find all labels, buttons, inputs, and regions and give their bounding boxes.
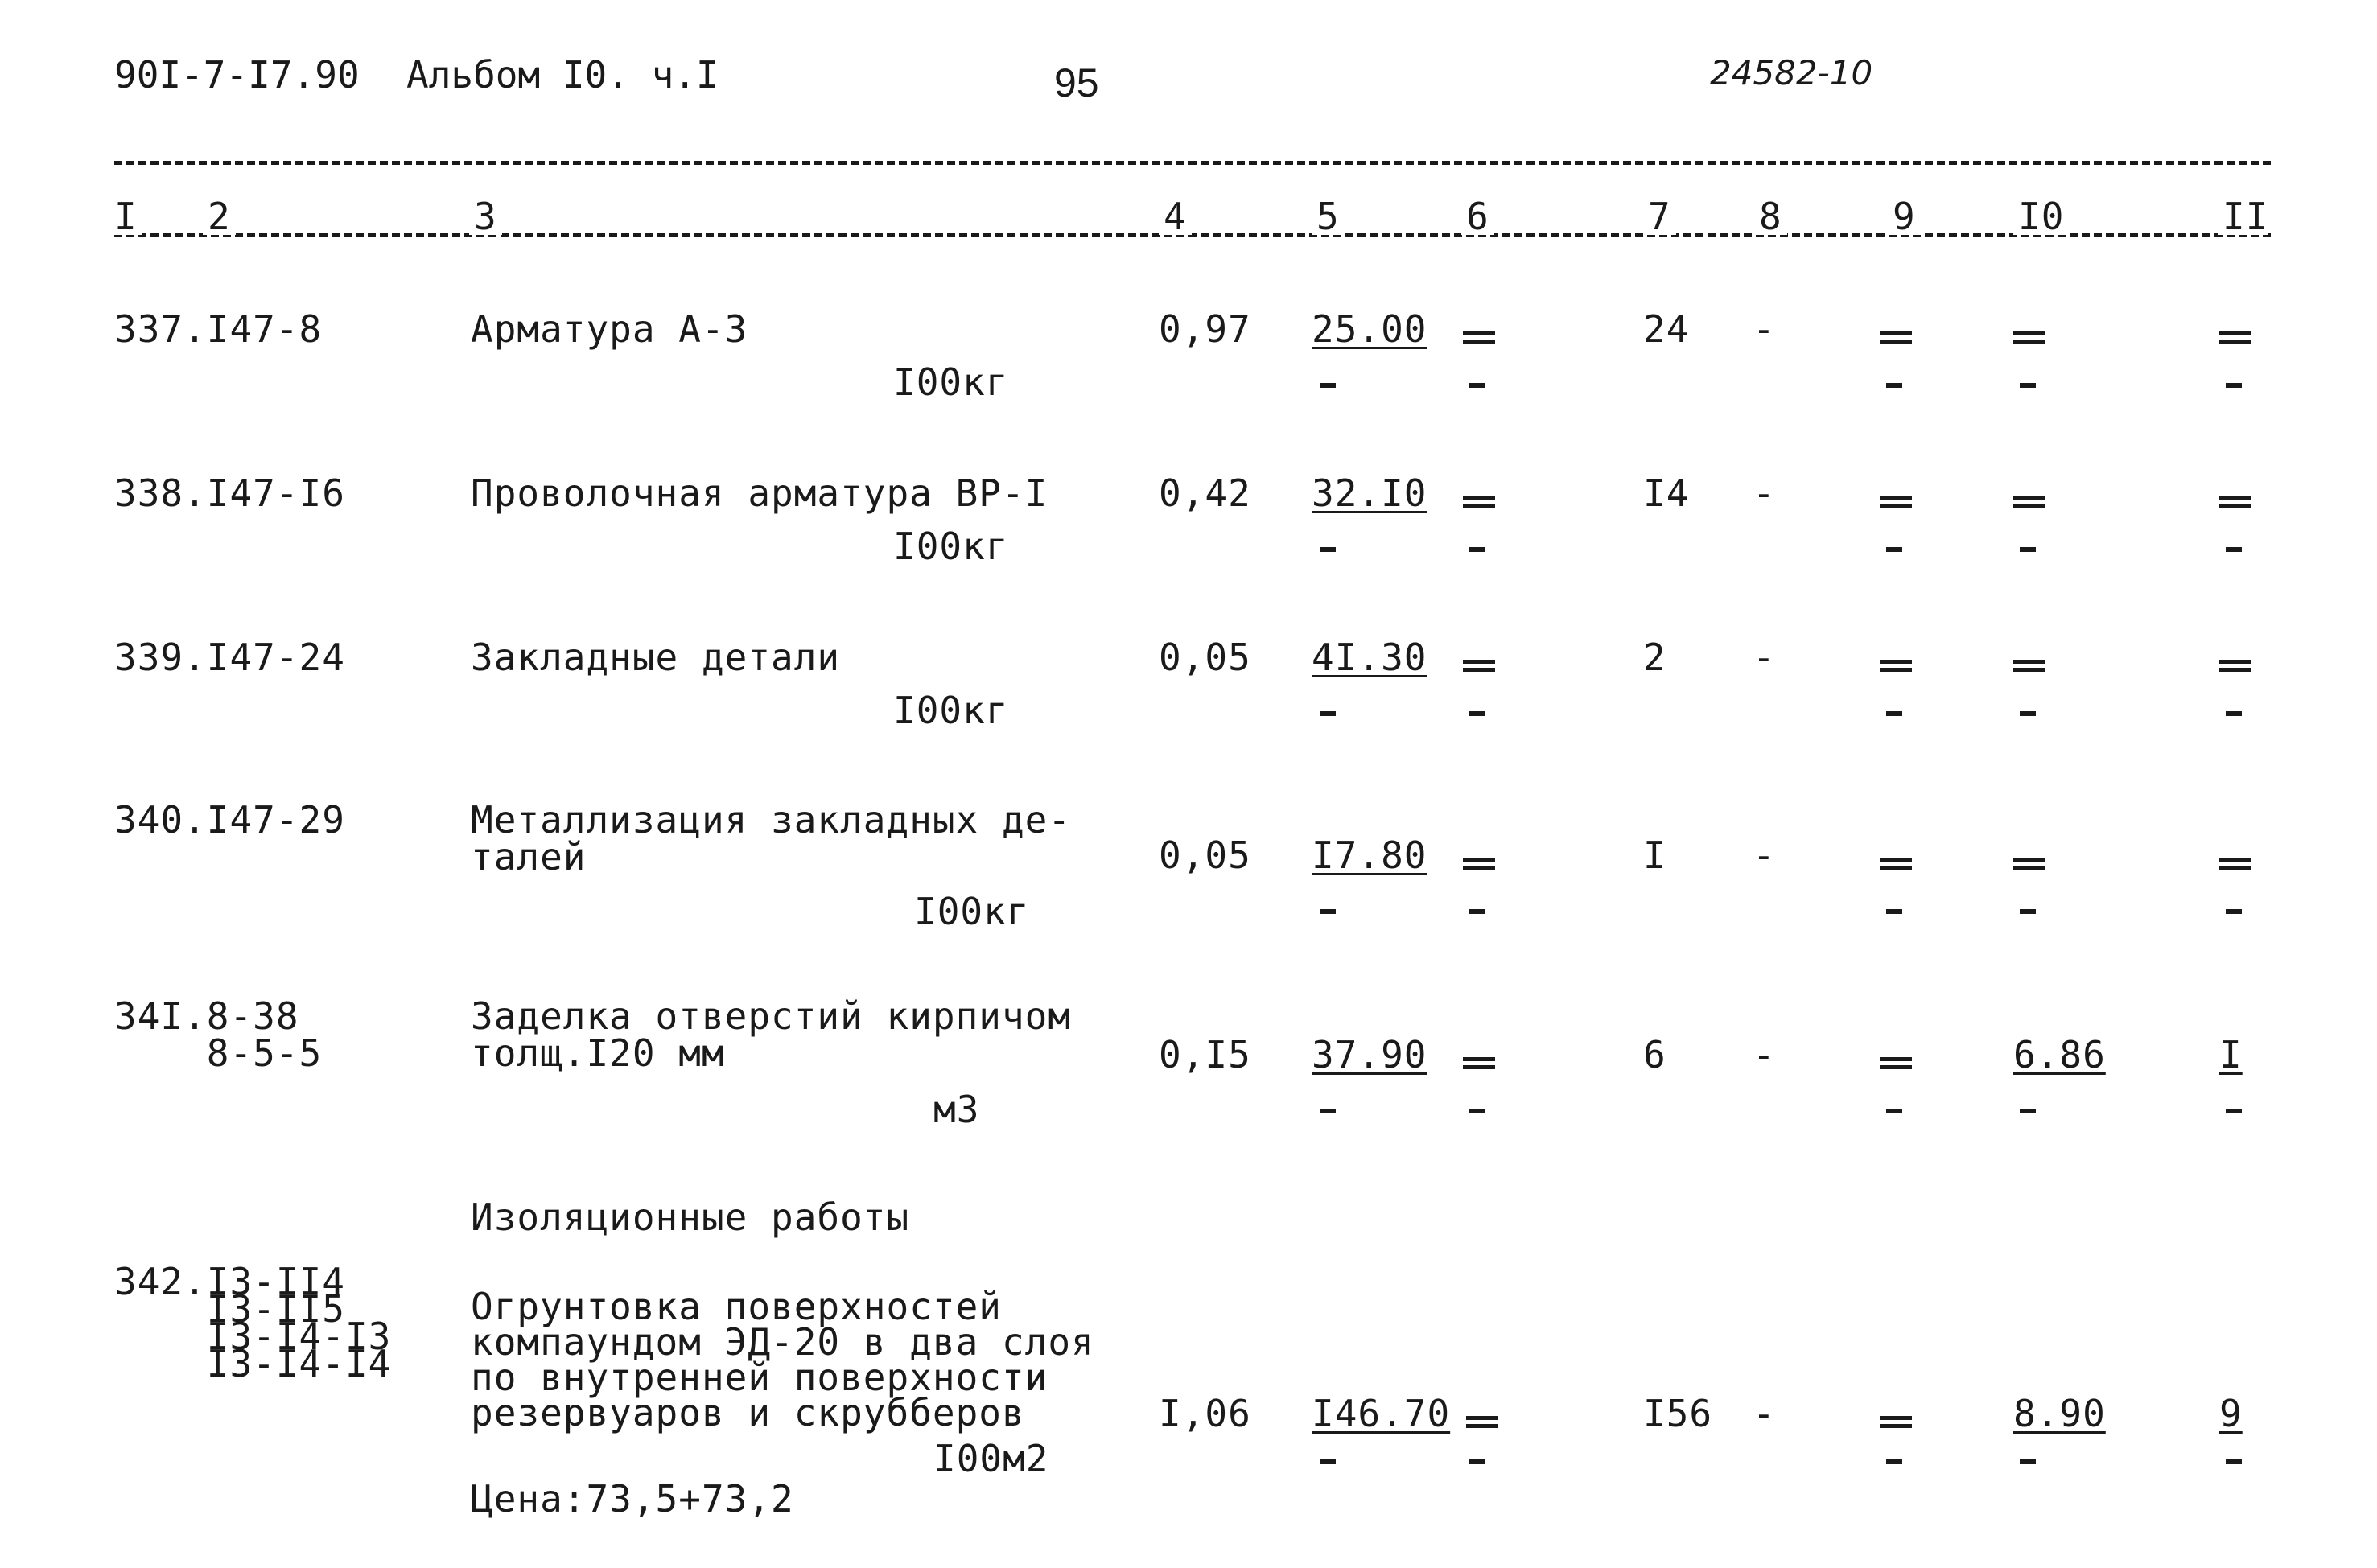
dash-mark	[1320, 1459, 1336, 1464]
row-col4: 0,05	[1159, 636, 1251, 679]
dash-mark	[2020, 711, 2036, 716]
row-code: 337.I47-8	[114, 307, 323, 351]
dash-mark	[1320, 383, 1336, 388]
column-numbers-rule	[114, 233, 2271, 237]
dash-mark	[1886, 383, 1902, 388]
album-label: Альбом I0. ч.I	[406, 53, 719, 97]
column-number: 4	[1159, 198, 1192, 235]
row-name: Металлизация закладных де- талей	[471, 798, 1072, 879]
row-col4: I,06	[1159, 1392, 1251, 1435]
row-code: 338.I47-I6	[114, 471, 345, 515]
row-col11: I	[2219, 1033, 2243, 1076]
ditto-mark	[1466, 1416, 1498, 1429]
dash-mark	[1320, 909, 1336, 914]
dash-mark	[1320, 711, 1336, 716]
column-number: 5	[1312, 198, 1345, 235]
row-col7: I4	[1643, 471, 1690, 515]
row-col4: 0,I5	[1159, 1033, 1251, 1076]
row-col8: -	[1753, 471, 1776, 515]
ditto-mark	[1463, 331, 1495, 344]
row-col10: 8.90	[2013, 1392, 2106, 1435]
row-col7: 2	[1643, 636, 1666, 679]
ditto-mark	[1880, 331, 1912, 344]
ditto-mark	[2013, 496, 2045, 508]
dash-mark	[1886, 1459, 1902, 1464]
dash-mark	[1886, 1109, 1902, 1113]
price-note: Цена:73,5+73,2	[471, 1477, 794, 1521]
column-number: 2	[203, 198, 236, 235]
row-col8: -	[1753, 636, 1776, 679]
ditto-mark	[2013, 660, 2045, 673]
row-col7: I56	[1643, 1392, 1713, 1435]
ditto-mark	[1463, 858, 1495, 870]
column-number: 8	[1754, 198, 1787, 235]
ditto-mark	[2219, 660, 2251, 673]
row-col7: 24	[1643, 307, 1690, 351]
row-col5: I46.70	[1312, 1392, 1451, 1435]
row-col8: -	[1753, 1392, 1776, 1435]
ditto-mark	[2219, 858, 2251, 870]
row-name: Огрунтовка поверхностей компаундом ЭД-20 в два слоя по внутренней поверхности резервуаров и скрубберов	[471, 1285, 1094, 1434]
page-number: 95	[1054, 60, 1099, 105]
dash-mark	[2226, 1459, 2242, 1464]
dash-mark	[2226, 711, 2242, 716]
dash-mark	[2226, 547, 2242, 552]
dash-mark	[1320, 547, 1336, 552]
dash-mark	[1469, 1459, 1485, 1464]
row-name: Арматура А-3	[471, 307, 748, 351]
row-col11: 9	[2219, 1392, 2243, 1435]
archive-stamp: 24582-10	[1710, 53, 1873, 93]
ditto-mark	[1880, 660, 1912, 673]
dash-mark	[1469, 1109, 1485, 1113]
dash-mark	[1469, 711, 1485, 716]
ditto-mark	[1880, 858, 1912, 870]
dash-mark	[1886, 909, 1902, 914]
dash-mark	[2226, 1109, 2242, 1113]
column-number: 9	[1888, 198, 1921, 235]
dash-mark	[1469, 383, 1485, 388]
row-col4: 0,42	[1159, 471, 1251, 515]
ditto-mark	[1880, 1416, 1912, 1429]
row-col4: 0,05	[1159, 833, 1251, 877]
section-title: Изоляционные работы	[471, 1196, 910, 1239]
row-col5: 32.I0	[1312, 471, 1427, 515]
column-number: I	[114, 198, 142, 235]
row-code: 340.I47-29	[114, 798, 345, 842]
row-name: Заделка отверстий кирпичом толщ.I20 мм	[471, 994, 1072, 1075]
dash-mark	[2020, 1109, 2036, 1113]
ditto-mark	[1463, 660, 1495, 673]
row-col5: 4I.30	[1312, 636, 1427, 679]
ditto-mark	[1880, 496, 1912, 508]
row-code: 339.I47-24	[114, 636, 345, 679]
column-number: II	[2218, 198, 2268, 235]
dash-mark	[1469, 909, 1485, 914]
dash-mark	[1886, 711, 1902, 716]
row-code: 342.I3-II4 I3-II5 I3-I4-I3 I3-I4-I4	[114, 1260, 392, 1385]
row-col4: 0,97	[1159, 307, 1251, 351]
header-rule	[114, 161, 2271, 165]
row-col5: I7.80	[1312, 833, 1427, 877]
row-unit: I00кг	[893, 360, 1009, 404]
dash-mark	[2020, 909, 2036, 914]
document-code: 90I-7-I7.90	[114, 53, 360, 97]
column-number: 3	[469, 198, 502, 235]
row-code: 34I.8-38 8-5-5	[114, 994, 323, 1075]
ditto-mark	[2219, 331, 2251, 344]
row-col7: I	[1643, 833, 1666, 877]
row-unit: м3	[933, 1088, 980, 1131]
ditto-mark	[1463, 496, 1495, 508]
dash-mark	[2020, 1459, 2036, 1464]
row-unit: I00кг	[914, 890, 1030, 933]
dash-mark	[2226, 383, 2242, 388]
dash-mark	[1469, 547, 1485, 552]
column-number: 7	[1643, 198, 1676, 235]
ditto-mark	[2013, 858, 2045, 870]
ditto-mark	[1880, 1057, 1912, 1070]
row-col10: 6.86	[2013, 1033, 2106, 1076]
row-unit: I00кг	[893, 525, 1009, 568]
row-col8: -	[1753, 833, 1776, 877]
dash-mark	[2020, 383, 2036, 388]
column-number: I0	[2013, 198, 2069, 235]
dash-mark	[2226, 909, 2242, 914]
row-col8: -	[1753, 1033, 1776, 1076]
ditto-mark	[2013, 331, 2045, 344]
row-col5: 25.00	[1312, 307, 1427, 351]
row-unit: I00кг	[893, 689, 1009, 732]
ditto-mark	[2219, 496, 2251, 508]
dash-mark	[1320, 1109, 1336, 1113]
row-name: Проволочная арматура ВР-I	[471, 471, 1048, 515]
column-number: 6	[1461, 198, 1494, 235]
row-col7: 6	[1643, 1033, 1666, 1076]
ditto-mark	[1463, 1057, 1495, 1070]
row-name: Закладные детали	[471, 636, 841, 679]
dash-mark	[2020, 547, 2036, 552]
dash-mark	[1886, 547, 1902, 552]
row-col8: -	[1753, 307, 1776, 351]
row-unit: I00м2	[933, 1437, 1049, 1480]
row-col5: 37.90	[1312, 1033, 1427, 1076]
